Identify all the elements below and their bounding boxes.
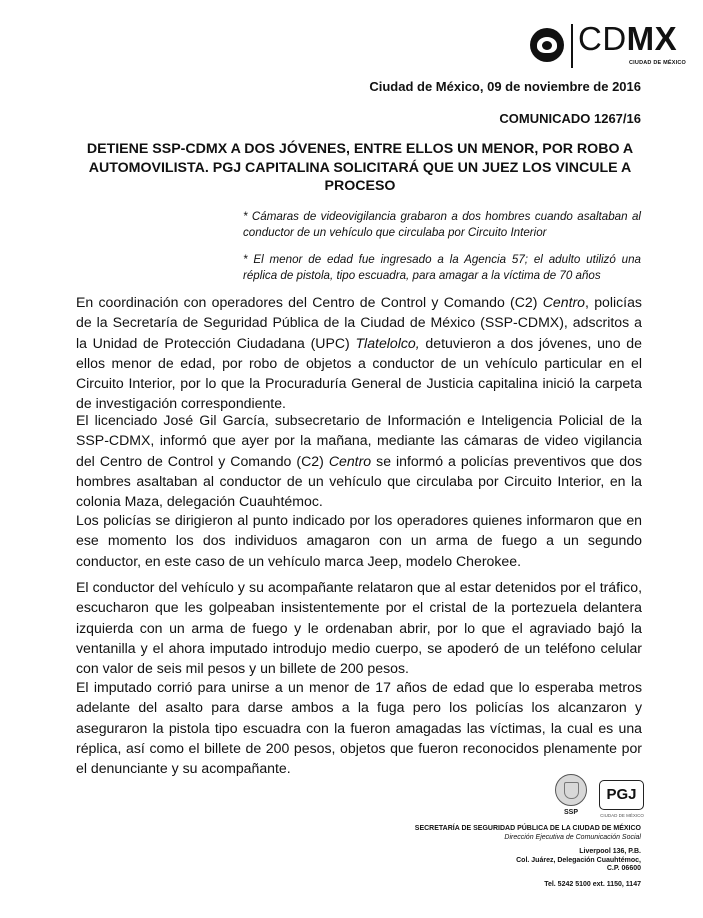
logo-divider	[571, 24, 573, 68]
paragraph-1	[76, 292, 642, 414]
footer-address-line: Col. Juárez, Delegación Cuauhtémoc,	[516, 856, 641, 864]
pgj-subtitle: CIUDAD DE MÉXICO	[600, 813, 644, 818]
summary-bullet: * El menor de edad fue ingresado a la Agencia 57; el adulto utilizó una réplica de pistola, tipo escuadra, para amagar a la víctima de 70 años	[243, 253, 641, 282]
footer-address-line: C.P. 06600	[606, 865, 641, 872]
footer-org-name: SECRETARÍA DE SEGURIDAD PÚBLICA DE LA CIUDAD DE MÉXICO	[414, 825, 641, 832]
p2-text-c: se informó a policías preventivos que dos hombres asaltaban al conductor de un vehículo que circulaba por Circuito Interior, en la colonia Maza, delegación Cuauhtémoc.	[76, 452, 642, 510]
dateline: Ciudad de México, 09 de noviembre de 2016	[369, 79, 641, 94]
footer-organization	[415, 825, 641, 842]
cdmx-emblem-icon	[530, 28, 564, 62]
logo-text-light: CD	[578, 20, 627, 57]
communique-number: COMUNICADO 1267/16	[499, 111, 641, 126]
footer-address-line: Liverpool 136, P.B.	[579, 848, 641, 855]
p2-text-b: Centro	[328, 452, 372, 469]
p1-text-b: Centro	[542, 294, 586, 310]
pgj-label: PGJ	[599, 780, 644, 810]
headline: DETIENE SSP-CDMX A DOS JÓVENES, ENTRE ELLOS UN MENOR, POR ROBO A AUTOMOVILISTA. PGJ CAPITALINA SOLICITARÁ QUE UN JUEZ LOS VINCULE A PROCESO	[86, 141, 634, 195]
p1-text-a: En coordinación con operadores del Centro de Control y Comando (C2)	[76, 294, 543, 310]
logo-text-bold: MX	[626, 20, 678, 57]
ssp-label: SSP	[563, 809, 578, 816]
footer-phone: Tel. 5242 5100 ext. 1150, 1147	[544, 881, 641, 888]
paragraph-4: El conductor del vehículo y su acompañante relataron que al estar detenidos por el tráfico, escucharon que les golpeaban insistentemente por el cristal de la portezuela delantera izquierda con un arma de fuego y le ordenaban abrir, por lo que el agraviado bajó la ventanilla y el ahora imputado introdujo medio cuerpo, se apoderó de un teléfono celular con valor de seis mil pesos y un billete de 200 pesos.	[76, 579, 642, 677]
paragraph-5: El imputado corrió para unirse a un menor de 17 años de edad que lo esperaba metros adelante del asalto para darse ambos a la fuga pero los policías los alcanzaron y aseguraron la pistola tipo escuadra con la fueron amagadas las víctimas, la cual es una réplica, así como el billete de 200 pesos, objetos que fueron reconocidos plenamente por el denunciante y su acompañante.	[76, 679, 642, 777]
footer-address	[516, 848, 641, 874]
paragraph-3: Los policías se dirigieron al punto indicado por los operadores quienes informaron que en ese momento los dos individuos amagaron con un arma de fuego a un segundo conductor, en este caso de un vehículo marca Jeep, modelo Cherokee.	[76, 512, 642, 569]
cdmx-logo	[530, 22, 695, 72]
p1-text-c: , policías de la Secretaría de Seguridad Pública de la Ciudad de México (SSP-CDMX), adscritos a la Unidad de Protección Ciudadana (UPC)	[76, 294, 642, 351]
ssp-seal-icon	[555, 774, 587, 806]
p2-text-a: El licenciado José Gil García, subsecretario de Información e Inteligencia Policial de la SSP-CDMX, informó que ayer por la mañana, mediante las cámaras de video vigilancia del Centro de Control y Comando (C2)	[76, 412, 642, 469]
pgj-logo	[599, 774, 645, 824]
logo-wordmark	[578, 20, 677, 58]
summary-bullet: * Cámaras de videovigilancia grabaron a dos hombres cuando asaltaban al conductor de un vehículo que circulaba por Circuito Interior	[243, 210, 641, 239]
paragraph-2	[76, 410, 642, 511]
ssp-logo	[551, 774, 591, 824]
p1-text-d: Tlatelolco,	[355, 334, 420, 351]
footer-department: Dirección Ejecutiva de Comunicación Social	[504, 833, 641, 841]
logo-subtitle: CIUDAD DE MÉXICO	[629, 60, 686, 66]
p1-text-e: detuvieron a dos jóvenes, uno de ellos menor de edad, por robo de objetos a conductor de un vehículo particular en el Circuito Interior, por lo que la Procuraduría General de Justicia capitalina inició la carpeta de investigación correspondiente.	[76, 334, 642, 412]
